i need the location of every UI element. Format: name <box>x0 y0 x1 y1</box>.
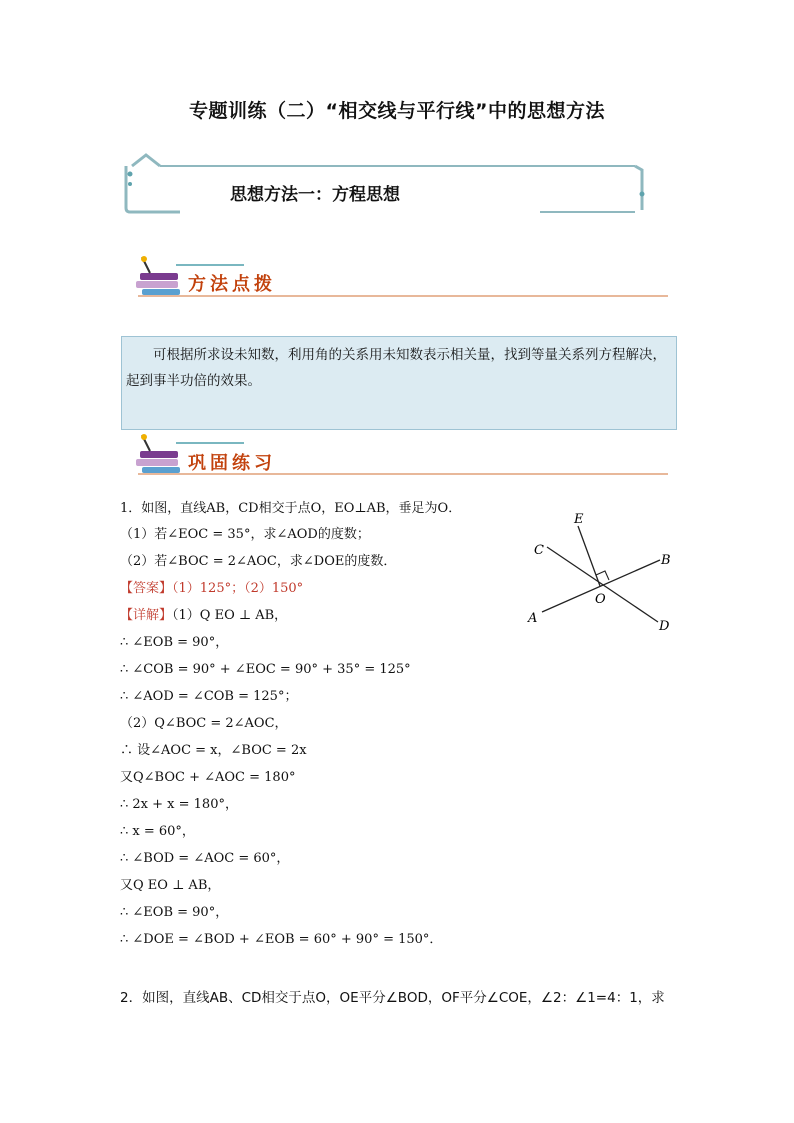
geometry-figure <box>520 505 690 635</box>
label-d: D <box>659 619 670 634</box>
detail-label: 【详解】 <box>120 608 173 623</box>
solution-step: （2）Q∠BOC = 2∠AOC， <box>120 716 288 731</box>
hint-text: 可根据所求设未知数，利用角的关系用未知数表示相关量，找到等量关系列方程解决，起到事半功倍的效果。 <box>126 347 666 389</box>
solution-step: ∴ ∠AOD = ∠COB = 125°； <box>120 689 298 704</box>
method-header: 方法点拨 <box>188 274 276 295</box>
practice-header: 巩固练习 <box>188 453 276 474</box>
answer-value: （1）125°；（2）150° <box>172 581 304 596</box>
section-title: 思想方法一：方程思想 <box>230 185 400 205</box>
solution-step: ∴ x = 60°， <box>120 824 195 839</box>
problem1-stem: 1．如图，直线AB，CD相交于点O，EO⊥AB，垂足为O． <box>120 501 462 516</box>
page-title: 专题训练（二）“相交线与平行线”中的思想方法 <box>189 100 605 122</box>
solution-step: ∴ 设∠AOC = x，∠BOC = 2x <box>120 743 307 758</box>
problem1-question1: （1）若∠EOC = 35°，求∠AOD的度数； <box>120 527 370 542</box>
solution-step: ∴ ∠DOE = ∠BOD + ∠EOB = 60° + 90° = 150°． <box>120 932 443 947</box>
label-c: C <box>534 543 544 558</box>
solution-step: 又Q EO ⊥ AB， <box>120 878 221 893</box>
solution-step: ∴ ∠EOB = 90°， <box>120 905 229 920</box>
problem2-stem: 2．如图，直线AB、CD相交于点O，OE平分∠BOD，OF平分∠COE，∠2：∠1=4：1，求 <box>120 990 665 1006</box>
solution-step: 又Q∠BOC + ∠AOC = 180° <box>120 770 296 785</box>
line-eo <box>578 526 600 586</box>
problem1-question2: （2）若∠BOC = 2∠AOC，求∠DOE的度数． <box>120 554 397 569</box>
detail-line <box>120 607 287 625</box>
label-o: O <box>595 592 606 607</box>
solution-step: ∴ ∠COB = 90° + ∠EOC = 90° + 35° = 125° <box>120 662 411 677</box>
label-a: A <box>528 611 538 626</box>
solution-step: ∴ ∠EOB = 90°， <box>120 635 229 650</box>
solution-step: ∴ 2x + x = 180°， <box>120 797 238 812</box>
answer-line <box>120 580 303 598</box>
detail-first-step: （1）Q EO ⊥ AB， <box>172 608 288 623</box>
line-cd <box>547 547 658 622</box>
solution-step: ∴ ∠BOD = ∠AOC = 60°， <box>120 851 290 866</box>
label-b: B <box>661 553 671 568</box>
answer-label: 【答案】 <box>120 581 173 596</box>
label-e: E <box>574 512 584 527</box>
